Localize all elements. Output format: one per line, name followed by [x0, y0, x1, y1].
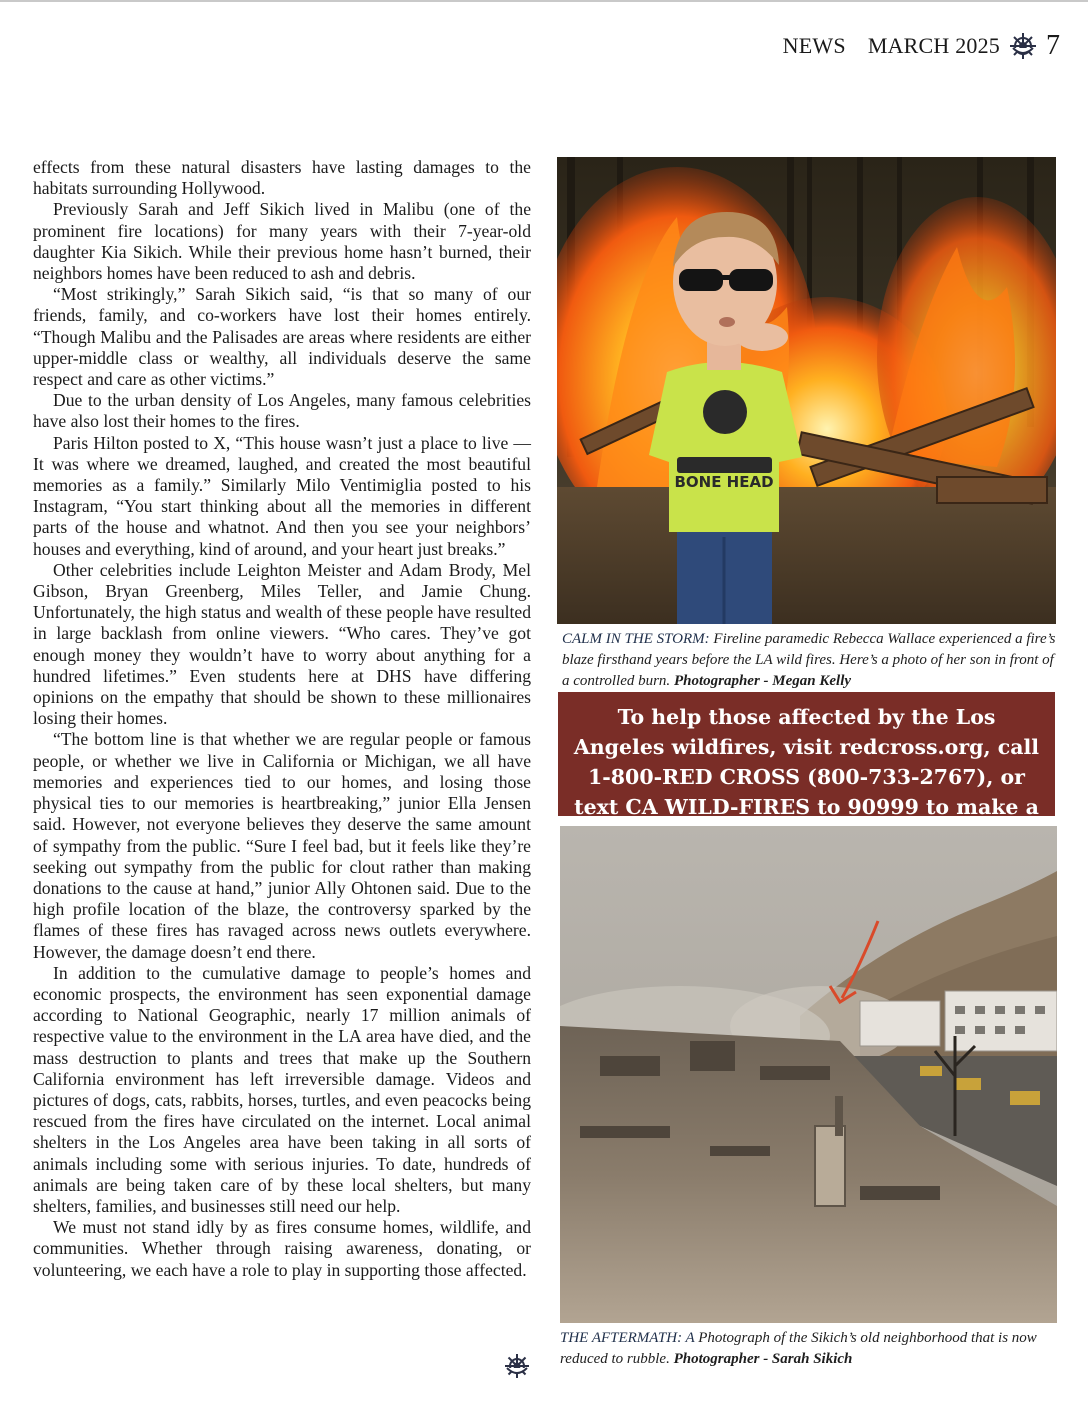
photo-aftermath [560, 826, 1057, 1323]
photo1-caption [562, 629, 1058, 692]
caption-body: Photograph of the Sikich’s old neighborhood that is now reduced to rubble. [560, 1330, 1037, 1367]
article-paragraph: effects from these natural disasters have lasting damages to the habitats surrounding Hollywood. [33, 157, 531, 199]
top-rule [0, 0, 1088, 2]
donation-callout: To help those affected by the Los Angeles wildfires, visit redcross.org, call 1-800-RED CROSS (800-733-2767), or text CA WILD-FIRES to 90999 to make a [558, 692, 1055, 816]
article-paragraph: We must not stand idly by as fires consume homes, wildlife, and communities. Whether through raising awareness, donating, or volunteering, we each have a role to play in supporting those affected. [33, 1217, 531, 1280]
article-paragraph: In addition to the cumulative damage to people’s homes and economic prospects, the environment has seen exponential damage according to National Geographic, nearly 17 million animals of respective value to the environment in the LA area have died, and the mass destruction to plants and trees that make up the Southern California environment has left irreversible damage. Videos and pictures of dogs, cats, rabbits, horses, turtles, and even peacocks being rescued from the fires have circulated on the internet. Local animal shelters in the Los Angeles area have been taking in all sorts of animals including some with serious injuries. To date, hundreds of animals are being taken care of by these local shelters, but many shelters, families, and businesses still need our help. [33, 962, 531, 1216]
caption-kicker: THE AFTERMATH: A [560, 1330, 695, 1346]
caption-body: Fireline paramedic Rebecca Wallace experienced a fire’s blaze firsthand years before the LA wild fires. Here’s a photo of her son in front of a controlled burn. [562, 631, 1056, 689]
page-number: 7 [1046, 30, 1060, 61]
photo2-caption [560, 1328, 1058, 1370]
article-body [33, 157, 531, 1281]
page-header [783, 30, 1060, 62]
shirt-text: BONE HEAD [674, 473, 774, 491]
article-paragraph: Previously Sarah and Jeff Sikich lived in Malibu (one of the prominent fire locations) for many years with their 7-year-old daughter Kia Sikich. While their previous home hasn’t burned, their neighbors homes have been reduced to ash and debris. [33, 199, 531, 284]
article-paragraph: Other celebrities include Leighton Meister and Adam Brody, Mel Gibson, Bryan Greenberg, Miles Teller, and Jamie Chung. Unfortunately, the high status and wealth of these people have resulted in large backlash from online viewers. “Who cares. They’ve got enough money they wouldn’t have to worry about anything for a hundred lifetimes.” Even students here at DHS have differing opinions on the empathy that should be shown to these millionaires losing their homes. [33, 559, 531, 729]
article-paragraph: Due to the urban density of Los Angeles, many famous celebrities have also lost their homes to the fires. [33, 390, 531, 432]
ship-wheel-icon [1008, 31, 1038, 61]
photo-controlled-burn [557, 157, 1056, 624]
section-label: NEWS [782, 33, 846, 58]
article-paragraph: Paris Hilton posted to X, “This house wasn’t just a place to live — It was where we dreamed, laughed, and created the most beautiful memories as a family.” Similarly Milo Ventimiglia posted to his Instagram, “You start thinking about all the memories in different parts of the house and whatnot. And then you see your neighbors’ houses and everything, kind of around, and your heart just breaks.” [33, 432, 531, 559]
photo-credit: Photographer - Sarah Sikich [673, 1351, 853, 1367]
photo-credit: Photographer - Megan Kelly [673, 673, 852, 689]
caption-kicker: CALM IN THE STORM: [562, 631, 710, 647]
article-paragraph: “Most strikingly,” Sarah Sikich said, “is that so many of our friends, family, and co-workers have lost their homes entirely. “Though Malibu and the Palisades are areas where residents are either upper-middle class or wealthy, all individuals deserve the same respect and care as other victims.” [33, 284, 531, 390]
ship-wheel-icon [503, 1352, 531, 1380]
article-paragraph: “The bottom line is that whether we are regular people or famous people, or whether we live in California or Michigan, we all have memories and experiences tied to our homes, and losing those physical ties to our memories is heartbreaking,” junior Ella Jensen said. However, not everyone believes they deserve the same amount of sympathy from the public. “Sure I feel bad, but it feels like they’re seeking out sympathy from the public for clout rather than making donations to the cause at hand,” junior Ally Ohtonen said. Due to the high profile location of the blaze, the controversy sparked by the flames of these fires has ravaged across news outlets everywhere. However, the damage doesn’t end there. [33, 729, 531, 962]
issue-date: MARCH 2025 [867, 33, 1000, 58]
